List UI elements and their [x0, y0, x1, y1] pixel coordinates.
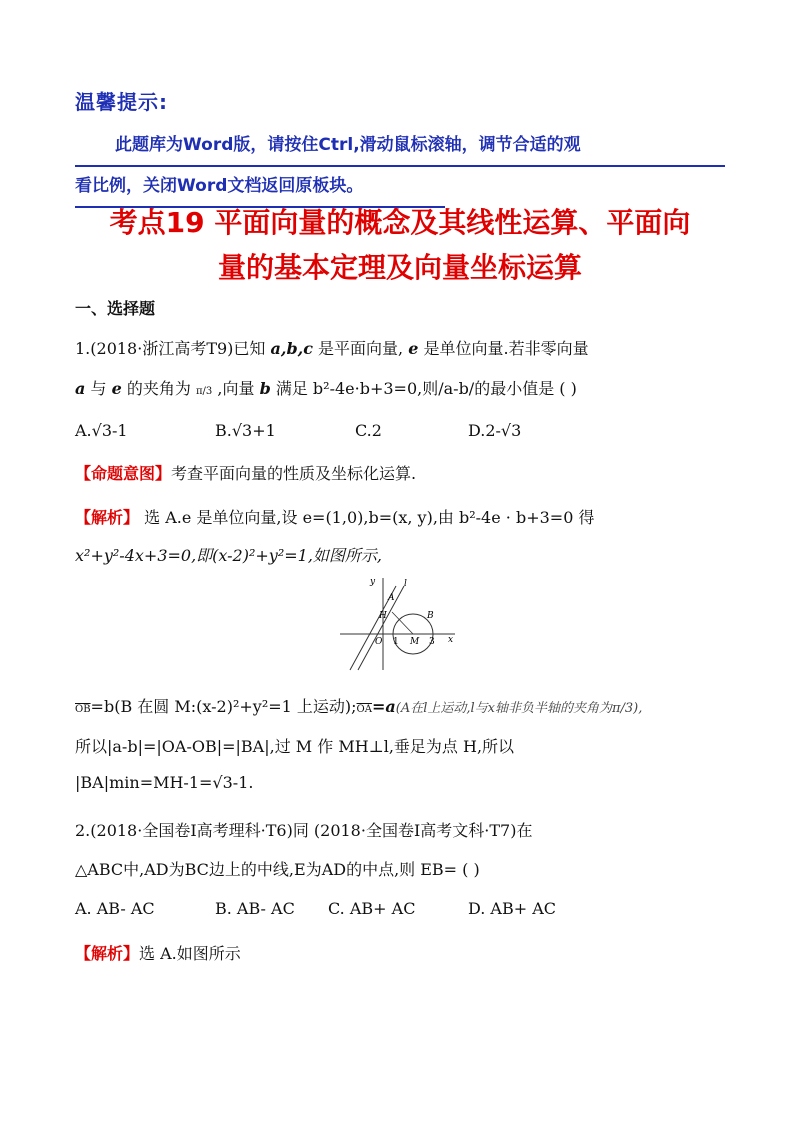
title-line-2: 量的基本定理及向量坐标运算: [217, 251, 582, 284]
q2-line-2: △ABC中,AD为BC边上的中线,E为AD的中点,则 EB= ( ): [75, 860, 480, 879]
q1-text: 是平面向量,: [318, 339, 404, 358]
label-a: A: [388, 593, 395, 603]
q1-text: ,向量: [217, 379, 255, 398]
q1-line-2: [75, 376, 577, 399]
line-l: [358, 586, 404, 670]
circle-line-figure: [340, 572, 460, 672]
q1-option-c: C.2: [355, 421, 382, 440]
tip-line-1: 此题库为Word版，请按住Ctrl,滑动鼠标滚轴，调节合适的观: [75, 126, 725, 167]
q1-option-d: D.2-√3: [468, 421, 522, 440]
q1-solution-line-4: 所以|a-b|=|OA-OB|=|BA|,过 M 作 MH⊥l,垂足为点 H,所以: [75, 737, 515, 756]
label-y: y: [370, 577, 376, 587]
q1-solution-line-5: |BA|min=MH-1=√3-1.: [75, 773, 254, 792]
intent-tag: 【命题意图】: [75, 464, 172, 483]
q2-option-a: A. AB- AC: [75, 899, 155, 918]
label-h: H: [379, 611, 387, 621]
q1-solution-line-2: x²+y²-4x+3=0,即(x-2)²+y²=1,如图所示,: [75, 546, 383, 565]
q1-text: 1.(2018·浙江高考T9)已知: [75, 339, 266, 358]
title-line-1: 考点19 平面向量的概念及其线性运算、平面向: [109, 206, 691, 239]
solution-text: 选 A.e 是单位向量,设 e=(1,0),b=(x, y),由 b²-4e · b+3=0 得: [144, 508, 595, 527]
q1-vector-b: b: [259, 379, 271, 398]
q1-option-b: B.√3+1: [215, 421, 276, 440]
inline-note: (A在l上运动,l与x轴非负半轴的夹角为π/3),: [395, 701, 643, 716]
tip-heading: 温馨提示:: [75, 90, 168, 114]
q2-option-b: B. AB- AC: [215, 899, 295, 918]
q2-option-c: C. AB+ AC: [328, 899, 416, 918]
q1-angle-fraction: π/3: [195, 386, 213, 397]
solution-tag: 【解析】: [75, 944, 140, 963]
intent-text: 考查平面向量的性质及坐标化运算.: [171, 464, 417, 483]
q1-text: 满足 b²-4e·b+3=0,则/a-b/的最小值是 ( ): [275, 379, 577, 398]
q2-line-1: 2.(2018·全国卷Ⅰ高考理科·T6)同 (2018·全国卷Ⅰ高考文科·T7)在: [75, 821, 533, 840]
q1-vector-e: e: [111, 379, 122, 398]
q1-text: 是单位向量.若非零向量: [423, 339, 589, 358]
q1-vector-e: e: [408, 339, 419, 358]
label-x: x: [448, 635, 454, 645]
q1-line-1: [75, 336, 589, 359]
q1-solution-line-1: [75, 505, 594, 528]
label-3: 3: [429, 637, 435, 647]
solution-text: =a: [371, 697, 396, 716]
q1-solution-line-3: [75, 694, 642, 717]
q1-vector-a: a: [75, 379, 86, 398]
solution-tag: 【解析】: [75, 508, 140, 527]
solution-text: =b(B 在圆 M:(x-2)²+y²=1 上运动);: [90, 697, 357, 716]
tip-body: [75, 126, 725, 208]
q1-text: 的夹角为: [126, 379, 191, 398]
q1-text: 与: [90, 379, 107, 398]
q1-intent: [75, 461, 416, 484]
solution-text: 选 A.如图所示: [139, 944, 241, 963]
tip-line-2: 看比例，关闭Word文档返回原板块。: [75, 167, 445, 208]
q2-option-d: D. AB+ AC: [468, 899, 557, 918]
segment-mh: [392, 612, 413, 634]
section-heading: 一、选择题: [75, 299, 156, 318]
page-title: [60, 200, 740, 290]
label-b: B: [427, 611, 434, 621]
vector-ob: $\overline{OB}$: [75, 704, 91, 715]
q1-option-a: A.√3-1: [75, 421, 128, 440]
q2-solution: [75, 941, 241, 964]
label-o: O: [375, 637, 383, 647]
label-m: M: [410, 637, 420, 647]
q1-vectors: a,b,c: [270, 339, 313, 358]
label-l: l: [404, 579, 407, 589]
label-1: 1: [393, 637, 399, 647]
vector-oa: $\overline{OA}$: [356, 704, 372, 715]
